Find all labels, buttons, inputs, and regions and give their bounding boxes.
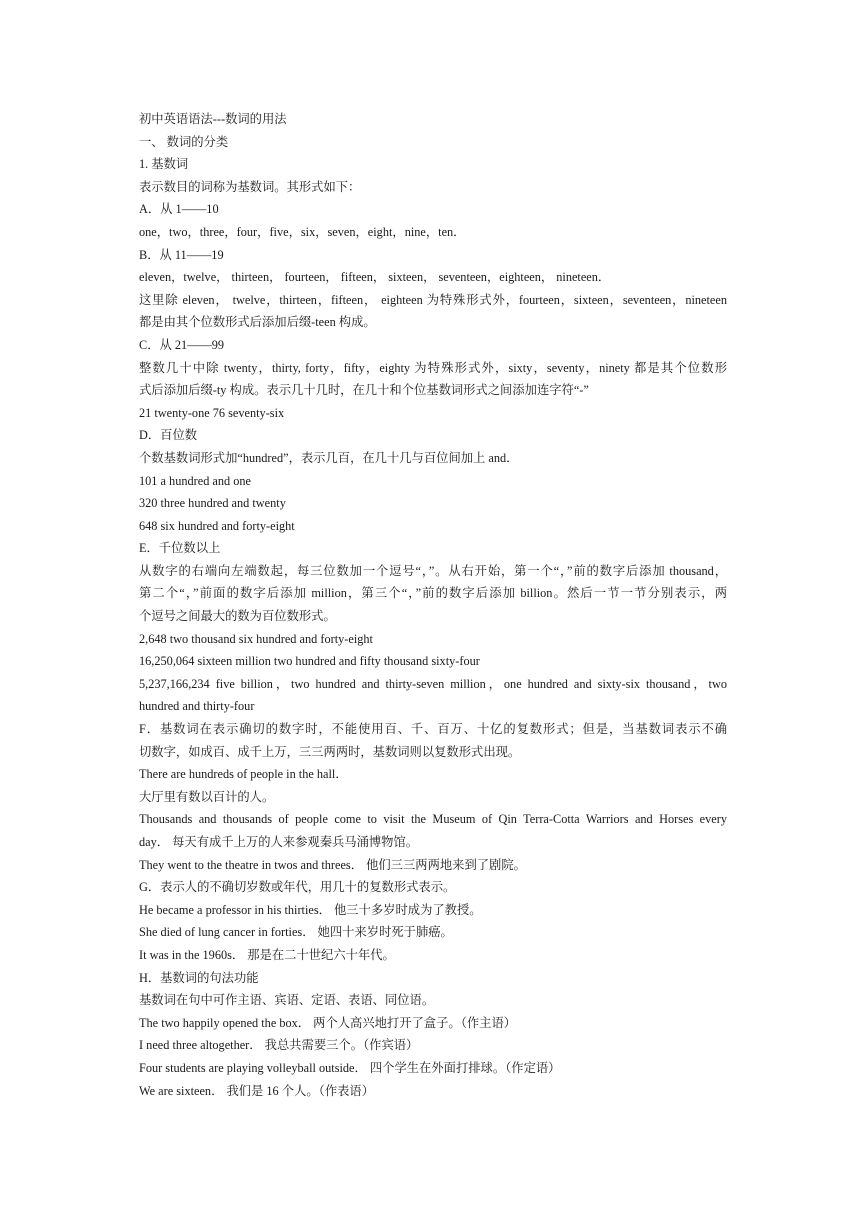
example-line: The two happily opened the box． 两个人高兴地打开了盒子。（作主语） [139,1015,517,1030]
paragraph-line: 这里除 eleven， twelve，thirteen，fifteen， eighteen 为特殊形式外，fourteen，sixteen，seventeen，nineteen [139,292,727,307]
doc-title: 初中英语语法---数词的用法 [139,112,287,126]
paragraph-line: 式后添加后缀-ty 构成。表示几十几时，在几十和个位基数词形式之间添加连字符“-” [139,383,589,398]
example-line: 101 a hundred and one [139,473,252,488]
example-line: 16,250,064 sixteen million two hundred and fifty thousand sixty-four [139,654,480,669]
subheading-cardinal: 1. 基数词 [139,157,189,172]
example-line: 大厅里有数以百计的人。 [139,789,275,804]
subheading-h: H．基数词的句法功能 [139,970,259,985]
example-line: eleven，twelve， thirteen， fourteen， fifteen， sixteen， seventeen，eighteen， nineteen． [139,270,611,285]
example-line: He became a professor in his thirties． 他三十多岁时成为了教授。 [139,902,482,917]
example-line: 21 twenty-one 76 seventy-six [139,405,285,420]
subheading-e: E．千位数以上 [139,541,221,556]
subheading-g: G．表示人的不确切岁数或年代，用几十的复数形式表示。 [139,880,456,895]
example-line: We are sixteen． 我们是 16 个人。（作表语） [139,1083,375,1098]
subheading-a: A．从 1——10 [139,202,219,217]
example-line: She died of lung cancer in forties． 她四十来岁时死于肺癌。 [139,925,453,940]
paragraph-intro: 表示数目的词称为基数词。其形式如下： [139,179,361,194]
subheading-c: C．从 21——99 [139,337,225,352]
example-line: I need three altogether． 我总共需要三个。（作宾语） [139,1038,419,1053]
example-line: hundred and thirty-four [139,699,255,714]
paragraph-line: 整数几十中除 twenty，thirty, forty，fifty，eighty 为特殊形式外，sixty，seventy，ninety 都是其个位数形 [139,360,727,375]
paragraph-line: 个数基数词形式加“hundred”，表示几百，在几十几与百位间加上 and． [139,450,519,465]
paragraph-line: 切数字，如成百、成千上万，三三两两时，基数词则以复数形式出现。 [139,744,521,759]
section-heading-1: 一、 数词的分类 [139,134,229,149]
paragraph-line: 从数字的右端向左端数起，每三位数加一个逗号“，”。从右开始，第一个“，”前的数字后添加 thousand， [139,563,727,578]
example-line: 2,648 two thousand six hundred and forty-eight [139,631,373,646]
paragraph-line: 基数词在句中可作主语、宾语、定语、表语、同位语。 [139,993,435,1008]
example-line: There are hundreds of people in the hall． [139,767,348,782]
paragraph-line: 个逗号之间最大的数为百位数形式。 [139,609,336,624]
example-line: It was in the 1960s． 那是在二十世纪六十年代。 [139,947,395,962]
subheading-d: D．百位数 [139,428,198,443]
subheading-b: B．从 11——19 [139,247,224,262]
paragraph-line: 都是由其个位数形式后添加后缀-teen 构成。 [139,315,376,330]
example-line: They went to the theatre in twos and threes． 他们三三两两地来到了剧院。 [139,857,526,872]
example-line: Four students are playing volleyball outside． 四个学生在外面打排球。（作定语） [139,1060,561,1075]
example-line: one，two，three，four，five，six，seven，eight，nine，ten． [139,224,466,239]
example-line: day． 每天有成千上万的人来参观秦兵马涌博物馆。 [139,835,419,849]
subheading-f: F．基数词在表示确切的数字时，不能使用百、千、百万、十亿的复数形式；但是，当基数词表示不确 [139,722,727,737]
example-line: 648 six hundred and forty-eight [139,518,295,533]
example-line: Thousands and thousands of people come to visit the Museum of Qin Terra-Cotta Warriors and Horses every [139,812,727,827]
example-line: 5,237,166,234 five billion，two hundred and thirty-seven million，one hundred and sixty-six thousand，two [139,676,727,691]
paragraph-line: 第二个“，”前面的数字后添加 million，第三个“，”前的数字后添加 billion。然后一节一节分别表示，两 [139,586,727,601]
document-page [139,108,727,1102]
example-line: 320 three hundred and twenty [139,496,286,511]
